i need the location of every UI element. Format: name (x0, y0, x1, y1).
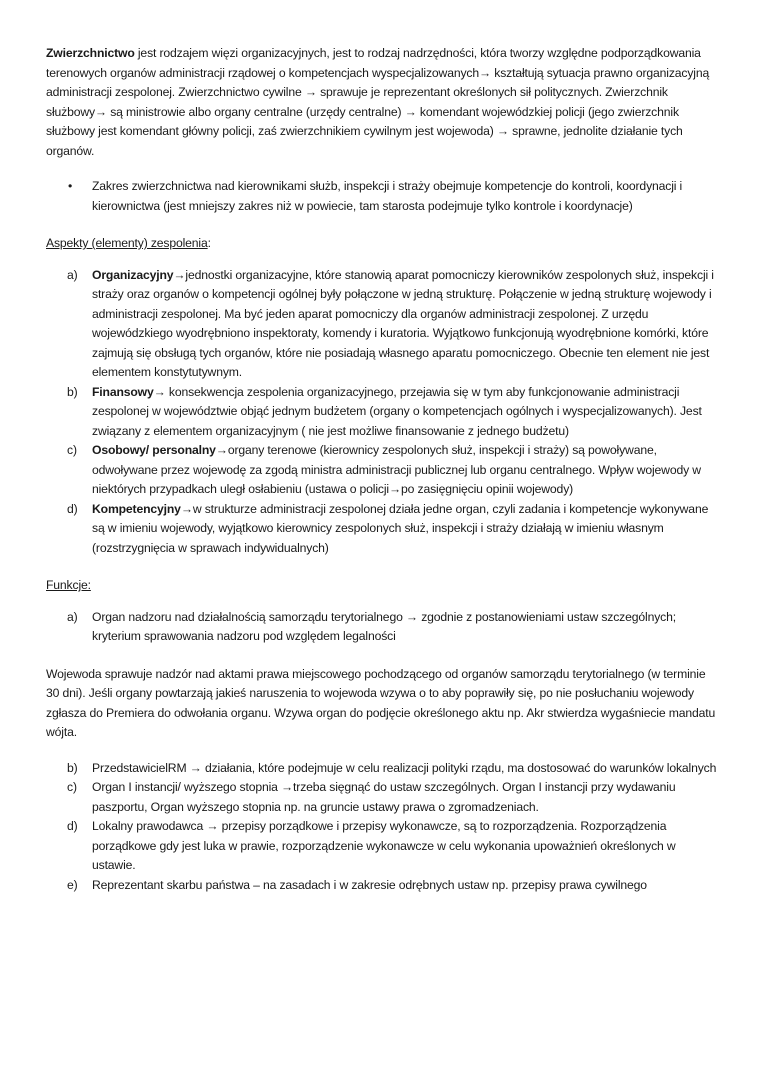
list-label: d) (67, 501, 78, 516)
list-term: Osobowy/ personalny (92, 443, 216, 457)
aspects-list (46, 266, 718, 559)
list-term: Finansowy (92, 384, 154, 399)
list-text: → konsekwencja zespolenia organizacyjnego, przejawia się w tym aby funkcjonowanie administracji zespolonej w województwie objąć jednym budżetem (organy o kompetencjach ogólnych i wyspecjalizowanych). Jest związany z elementem organizacyjnym ( nie jest możliwe finansowanie z jednego budżetu) (92, 384, 702, 438)
supervision-paragraph: Wojewoda sprawuje nadzór nad aktami prawa miejscowego pochodzącego od organów samorządu terytorialnego (w terminie 30 dni). Jeśli organy powtarzają jakieś naruszenia to wojewoda wzywa o to aby poprawiły się, po nie posłuchaniu wojewody zgłasza do Premiera do odwołania organu. Wzywa organ do podjęcie określonego aktu np. Akr stwierdza wygaśniecie mandatu wójta. (46, 666, 716, 739)
list-text: Lokalny prawodawca → przepisy porządkowe i przepisy wykonawcze, są to rozporządzenia. Rozporządzenia porządkowe gdy jest luka w prawie, rozporządzenie wykonawcze w celu wykonania upoważnień określonych w ustawie. (92, 819, 676, 872)
aspects-heading (46, 234, 718, 254)
list-term: Organizacyjny (92, 267, 174, 282)
list-item (67, 759, 718, 779)
list-text: →organy terenowe (kierownicy zespolonych służ, inspekcji i straży) są powoływane, odwoływane przez wojewodę za zgodą ministra administracji publicznej lub organu centralnego. Wpływ wojewody w niektórych przypadkach uległ osłabieniu (ustawa o policji→po zasięgnięciu opinii wojewody) (92, 443, 701, 496)
list-label: e) (67, 877, 78, 892)
list-item (67, 500, 718, 559)
term-zwierzchnictwo: Zwierzchnictwo (46, 46, 135, 60)
list-text: Organ I instancji/ wyższego stopnia →trzeba sięgnąć do ustaw szczególnych. Organ I instancji przy wydawaniu paszportu, Organ wyższego stopnia np. na gruncie ustawy prawa o zgromadzeniach. (92, 780, 676, 814)
list-label: b) (67, 384, 78, 399)
intro-paragraph (46, 44, 718, 161)
list-label: c) (67, 443, 77, 457)
list-label: b) (67, 760, 78, 775)
list-label: a) (67, 267, 78, 282)
functions-heading-text: Funkcje: (46, 578, 91, 592)
list-text: Reprezentant skarbu państwa – na zasadach i w zakresie odrębnych ustaw np. przepisy prawa cywilnego (92, 877, 647, 892)
aspects-heading-colon: : (207, 236, 211, 250)
list-text: →jednostki organizacyjne, które stanowią aparat pomocniczy kierowników zespolonych służ, inspekcji i straży oraz organów o kompetencji ogólnej były połączone w jedną strukturę. Połączenie w jedną strukturę wojewody i administracji zespolonej. Ma być jeden aparat pomocniczy dla organów administracji zespolonej. Z urzędu wojewódzkiego wyodrębniono inspektoraty, komendy i kuratoria. Wyjątkowo funkcjonują wyodrębnione komórki, które zajmują się obsługą tych organów, które nie posiadają własnego aparatu pomocniczego. Obecnie ten element nie jest elementem konstytutywnym. (92, 267, 714, 379)
aspects-heading-text: Aspekty (elementy) zespolenia (46, 236, 208, 250)
list-item (67, 817, 718, 876)
list-text: Organ nadzoru nad działalnością samorządu terytorialnego → zgodnie z postanowieniami ustaw szczególnych; kryterium sprawowania nadzoru pod względem legalności (92, 609, 676, 643)
list-item (67, 441, 718, 500)
bullet-item: • Zakres zwierzchnictwa nad kierownikami służb, inspekcji i straży obejmuje kompetencje do kontroli, koordynacji i kierownictwa (jest mniejszy zakres niż w powiecie, tam starosta podejmuje tylko kontrole i koordynacje) (92, 177, 718, 216)
list-item (67, 778, 718, 817)
functions-list (46, 759, 718, 896)
intro-text: jest rodzajem więzi organizacyjnych, jest to rodzaj nadrzędności, która tworzy względne podporządkowania terenowych organów administracji rządowej o kompetencjach wyspecjalizowanych→ kształtują sytuacja prawno organizacyjną administracji zespolonej. Zwierzchnictwo cywilne → sprawuje je reprezentant określonych sił politycznych. Zwierzchnik służbowy→ są ministrowie albo organy centralne (urzędy centralne) → komendant wojewódzkiej policji (jego zwierzchnik służbowy jest komendant główny policji, zaś zwierzchnikiem cywilnym jest wojewoda) → sprawne, jednolite działanie tych organów. (46, 46, 710, 158)
document-page (46, 44, 718, 907)
list-text: →w strukturze administracji zespolonej działa jedne organ, czyli zadania i kompetencje wykonywane są w imieniu wojewody, wyjątkowo kierownicy zespolonych służ, inspekcji i straży działają w imieniu własnym (rozstrzygnięcia w sprawach indywidualnych) (92, 501, 709, 555)
bullet-list (46, 177, 718, 216)
list-item (67, 608, 718, 647)
list-text: PrzedstawicielRM → działania, które podejmuje w celu realizacji polityki rządu, ma dostosować do warunków lokalnych (92, 760, 717, 775)
functions-heading (46, 576, 718, 596)
list-label: a) (67, 609, 78, 624)
list-term: Kompetencyjny (92, 501, 181, 516)
list-label: d) (67, 819, 78, 833)
list-item (67, 266, 718, 383)
list-item (67, 383, 718, 442)
functions-list-a (46, 608, 718, 647)
list-label: c) (67, 780, 77, 794)
list-item (67, 876, 718, 896)
